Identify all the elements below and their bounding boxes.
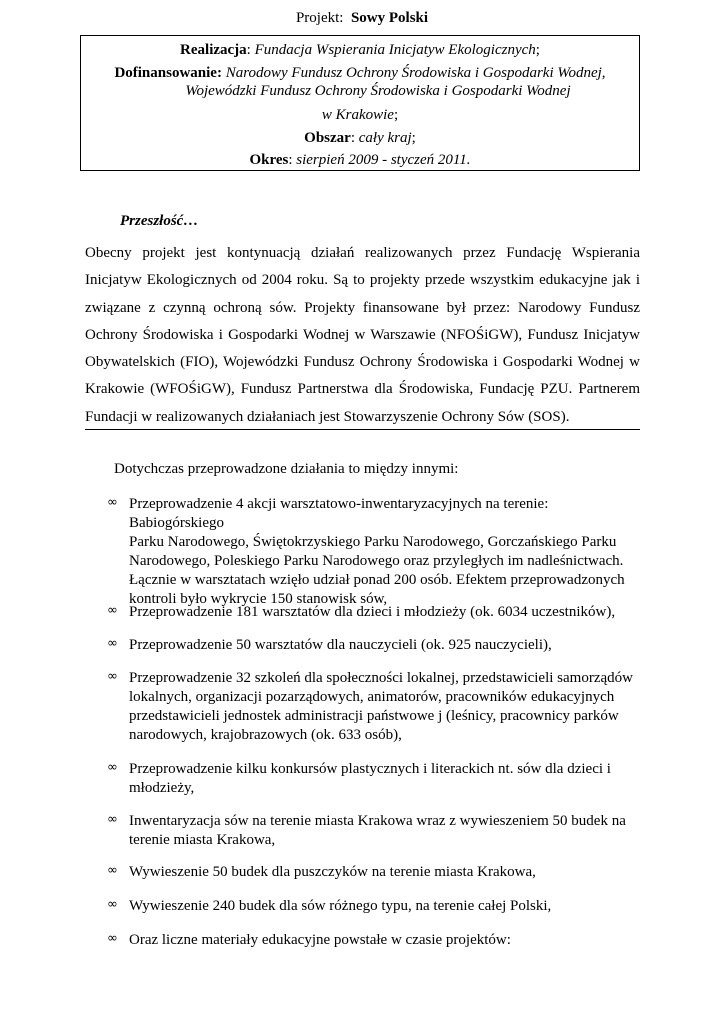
- list-item-line: Oraz liczne materiały edukacyjne powstałe w czasie projektów:: [129, 932, 511, 948]
- dofinansowanie-line1: Narodowy Fundusz Ochrony Środowiska i Gospodarki Wodnej,: [225, 65, 606, 81]
- paragraph-line: związane z czynną ochroną sów. Projekty finansowane był przez: Narodowy Fundusz: [85, 299, 640, 316]
- obszar-line: Obszar: cały kraj;: [304, 130, 416, 146]
- list-item-line: Narodowego, Poleskiego Parku Narodowego oraz przyległych im nadleśnictwach.: [129, 553, 624, 569]
- list-item-line: Parku Narodowego, Świętokrzyskiego Parku Narodowego, Gorczańskiego Parku: [129, 534, 617, 550]
- infinity-bullet-icon: ∞: [107, 897, 118, 912]
- list-item-line: Przeprowadzenie 32 szkoleń dla społeczności lokalnej, przedstawicieli samorządów: [129, 670, 633, 686]
- list-item-line: Wywieszenie 240 budek dla sów różnego typu, na terenie całej Polski,: [129, 898, 552, 914]
- list-item-line: narodowych, krajobrazowych (ok. 633 osób),: [129, 727, 402, 743]
- list-item-line: lokalnych, organizacji pozarządowych, animatorów, pracowników edukacyjnych: [129, 689, 615, 705]
- page-title: [0, 10, 724, 27]
- okres-label: Okres: [249, 152, 289, 168]
- infinity-bullet-icon: ∞: [107, 760, 118, 775]
- infinity-bullet-icon: ∞: [107, 669, 118, 684]
- dofinansowanie-label: Dofinansowanie:: [114, 65, 222, 81]
- list-item-line: Wywieszenie 50 budek dla puszczyków na terenie miasta Krakowa,: [129, 864, 536, 880]
- history-paragraph: [85, 240, 640, 431]
- list-item-line: kontroli było wykrycie 150 stanowisk sów,: [129, 591, 388, 607]
- dofinansowanie-line: [81, 65, 639, 82]
- dofinansowanie-line3-row: w Krakowie;: [321, 107, 399, 123]
- obszar-label: Obszar: [304, 130, 351, 146]
- paragraph-line: Fundacji w realizowanych działaniach jest Stowarzyszenie Ochrony Sów (SOS).: [85, 408, 570, 425]
- okres-line: Okres: sierpień 2009 - styczeń 2011.: [249, 152, 471, 168]
- list-item-line: Przeprowadzenie 181 warsztatów dla dzieci i młodzieży (ok. 6034 uczestników),: [129, 604, 616, 620]
- dofinansowanie-line2: Wojewódzki Fundusz Ochrony Środowiska i Gospodarki Wodnej: [185, 83, 571, 99]
- list-item-line: przedstawicieli jednostek administracji państwowe j (leśnicy, pracownicy parków: [129, 708, 619, 724]
- paragraph-line: Inicjatyw Ekologicznych od 2004 roku. Są to projekty przede wszystkim edukacyjne jak i: [85, 272, 640, 289]
- infinity-bullet-icon: ∞: [107, 495, 118, 510]
- infinity-bullet-icon: ∞: [107, 863, 118, 878]
- list-item-line: terenie miasta Krakowa,: [129, 832, 276, 848]
- paragraph-line: Krakowie (WFOŚiGW), Fundusz Partnerstwa dla Środowiska, Fundację PZU. Partnerem: [85, 381, 640, 398]
- paragraph-line: Ochrony Środowiska i Gospodarki Wodnej w Warszawie (NFOŚiGW), Fundusz Inicjatyw: [85, 326, 640, 343]
- infinity-bullet-icon: ∞: [107, 603, 118, 618]
- list-item-line: Inwentaryzacja sów na terenie miasta Krakowa wraz z wywieszeniem 50 budek na: [129, 813, 626, 829]
- paragraph-line: Obywatelskich (FIO), Wojewódzki Fundusz Ochrony Środowiska i Gospodarki Wodnej w: [85, 354, 640, 371]
- list-item-line: Łącznie w warsztatach wzięło udział ponad 200 osób. Efektem przeprowadzonych: [129, 572, 625, 588]
- dofinansowanie-line3: w Krakowie: [321, 107, 394, 123]
- realizacja-value: Fundacja Wspierania Inicjatyw Ekologicznych: [254, 42, 536, 58]
- project-name: Sowy Polski: [350, 10, 429, 26]
- dofinansowanie-line2-row: [81, 83, 639, 100]
- realizacja-label: Realizacja: [180, 42, 247, 58]
- project-label: Projekt:: [295, 10, 344, 26]
- paragraph-line: Obecny projekt jest kontynuacją działań realizowanych przez Fundację Wspierania: [85, 245, 640, 261]
- infinity-bullet-icon: ∞: [107, 812, 118, 827]
- okres-value: sierpień 2009 - styczeń 2011.: [296, 152, 471, 168]
- list-item-line: Przeprowadzenie 50 warsztatów dla nauczycieli (ok. 925 nauczycieli),: [129, 637, 552, 653]
- divider-line: [85, 429, 640, 430]
- project-info-box: [80, 35, 640, 171]
- infinity-bullet-icon: ∞: [107, 636, 118, 651]
- obszar-value: cały kraj: [358, 130, 412, 146]
- list-item-line: młodzieży,: [129, 780, 195, 796]
- list-item-line: Przeprowadzenie kilku konkursów plastycznych i literackich nt. sów dla dzieci i: [129, 761, 611, 777]
- infinity-bullet-icon: ∞: [107, 931, 118, 946]
- realizacja-line: Realizacja: Fundacja Wspierania Inicjatyw Ekologicznych;: [180, 42, 540, 58]
- activities-intro: Dotychczas przeprowadzone działania to między innymi:: [114, 461, 459, 477]
- section-heading: Przeszłość…: [120, 213, 199, 229]
- list-item-line: Przeprowadzenie 4 akcji warsztatowo-inwentaryzacyjnych na terenie: Babiogórskiego: [129, 496, 549, 531]
